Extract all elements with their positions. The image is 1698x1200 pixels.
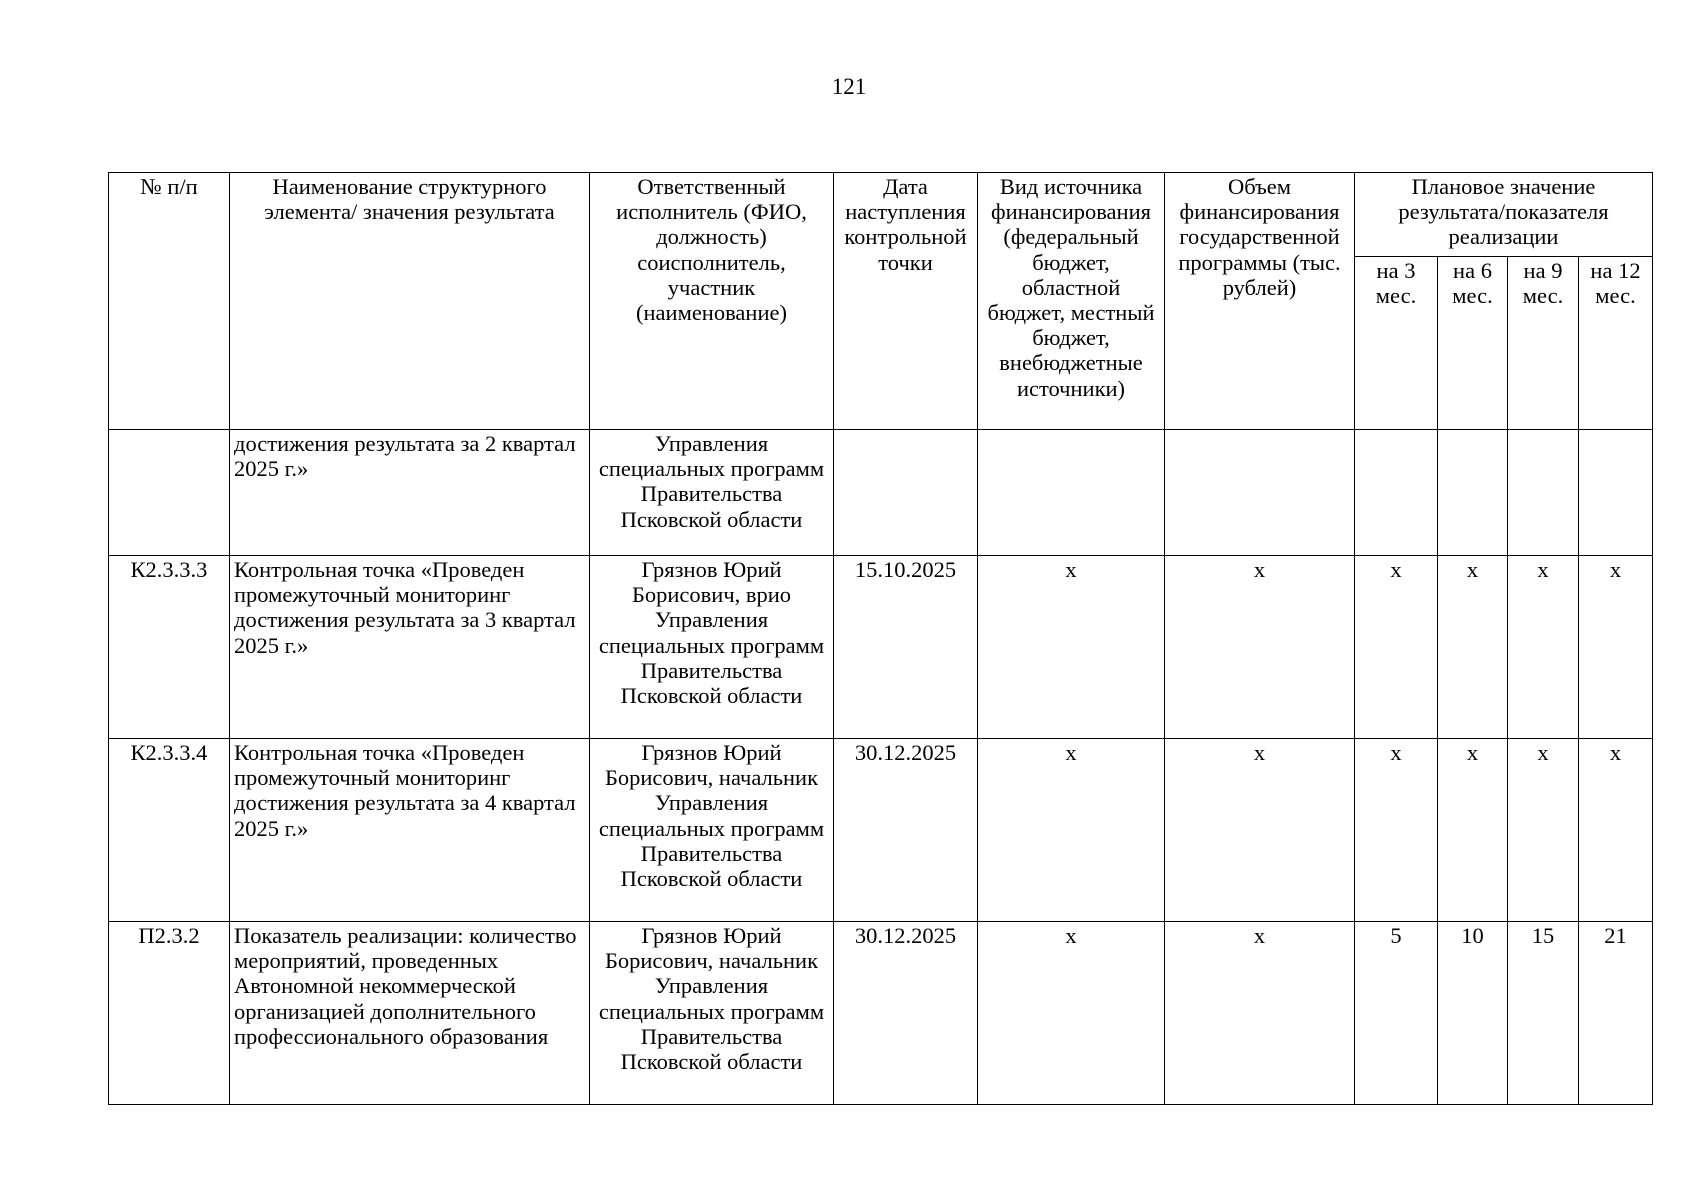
row-responsible: Управления специальных программ Правительства Псковской области [590, 430, 834, 556]
row-m6 [1438, 430, 1508, 556]
row-num: П2.3.2 [109, 922, 230, 1105]
row-source: х [978, 739, 1165, 922]
header-responsible: Ответственный исполнитель (ФИО, должность) соисполнитель, участник (наименование) [590, 173, 834, 430]
row-m9 [1508, 430, 1579, 556]
row-m3: х [1355, 556, 1438, 739]
row-num [109, 430, 230, 556]
table-row [109, 922, 1653, 1105]
row-m12: х [1579, 739, 1653, 922]
row-m9: х [1508, 739, 1579, 922]
row-name: достижения результата за 2 квартал 2025 г.» [230, 430, 590, 556]
header-name: Наименование структурного элемента/ значения результата [230, 173, 590, 430]
row-volume: х [1165, 556, 1355, 739]
row-date: 30.12.2025 [834, 922, 978, 1105]
row-m3 [1355, 430, 1438, 556]
table-row [109, 430, 1653, 556]
header-plan: Плановое значение результата/показателя реализации [1355, 173, 1653, 257]
row-date: 15.10.2025 [834, 556, 978, 739]
plan-table [108, 172, 1653, 1105]
row-date [834, 430, 978, 556]
row-name: Показатель реализации: количество мероприятий, проведенных Автономной некоммерческой организацией дополнительного профессионального образования [230, 922, 590, 1105]
row-num: К2.3.3.4 [109, 739, 230, 922]
header-m3: на 3 мес. [1355, 257, 1438, 430]
row-source: х [978, 556, 1165, 739]
row-date: 30.12.2025 [834, 739, 978, 922]
row-volume: х [1165, 739, 1355, 922]
row-m12: х [1579, 556, 1653, 739]
row-m12 [1579, 430, 1653, 556]
header-source: Вид источника финансирования (федеральный бюджет, областной бюджет, местный бюджет, внебюджетные источники) [978, 173, 1165, 430]
row-volume [1165, 430, 1355, 556]
header-row [109, 173, 1653, 257]
row-m6: х [1438, 556, 1508, 739]
row-m3: 5 [1355, 922, 1438, 1105]
page-number: 121 [831, 74, 867, 99]
row-m12: 21 [1579, 922, 1653, 1105]
row-responsible: Грязнов Юрий Борисович, начальник Управления специальных программ Правительства Псковской области [590, 739, 834, 922]
row-name: Контрольная точка «Проведен промежуточный мониторинг достижения результата за 3 квартал 2025 г.» [230, 556, 590, 739]
header-date: Дата наступления контрольной точки [834, 173, 978, 430]
row-m6: х [1438, 739, 1508, 922]
row-m3: х [1355, 739, 1438, 922]
row-name: Контрольная точка «Проведен промежуточный мониторинг достижения результата за 4 квартал 2025 г.» [230, 739, 590, 922]
table-row [109, 556, 1653, 739]
row-m6: 10 [1438, 922, 1508, 1105]
row-num: К2.3.3.3 [109, 556, 230, 739]
header-num: № п/п [109, 173, 230, 430]
row-source: х [978, 922, 1165, 1105]
table-row [109, 739, 1653, 922]
header-volume: Объем финансирования государственной программы (тыс. рублей) [1165, 173, 1355, 430]
header-m9: на 9 мес. [1508, 257, 1579, 430]
row-m9: 15 [1508, 922, 1579, 1105]
row-m9: х [1508, 556, 1579, 739]
header-m12: на 12 мес. [1579, 257, 1653, 430]
row-responsible: Грязнов Юрий Борисович, начальник Управления специальных программ Правительства Псковской области [590, 922, 834, 1105]
row-responsible: Грязнов Юрий Борисович, врио Управления специальных программ Правительства Псковской области [590, 556, 834, 739]
row-volume: х [1165, 922, 1355, 1105]
row-source [978, 430, 1165, 556]
header-m6: на 6 мес. [1438, 257, 1508, 430]
